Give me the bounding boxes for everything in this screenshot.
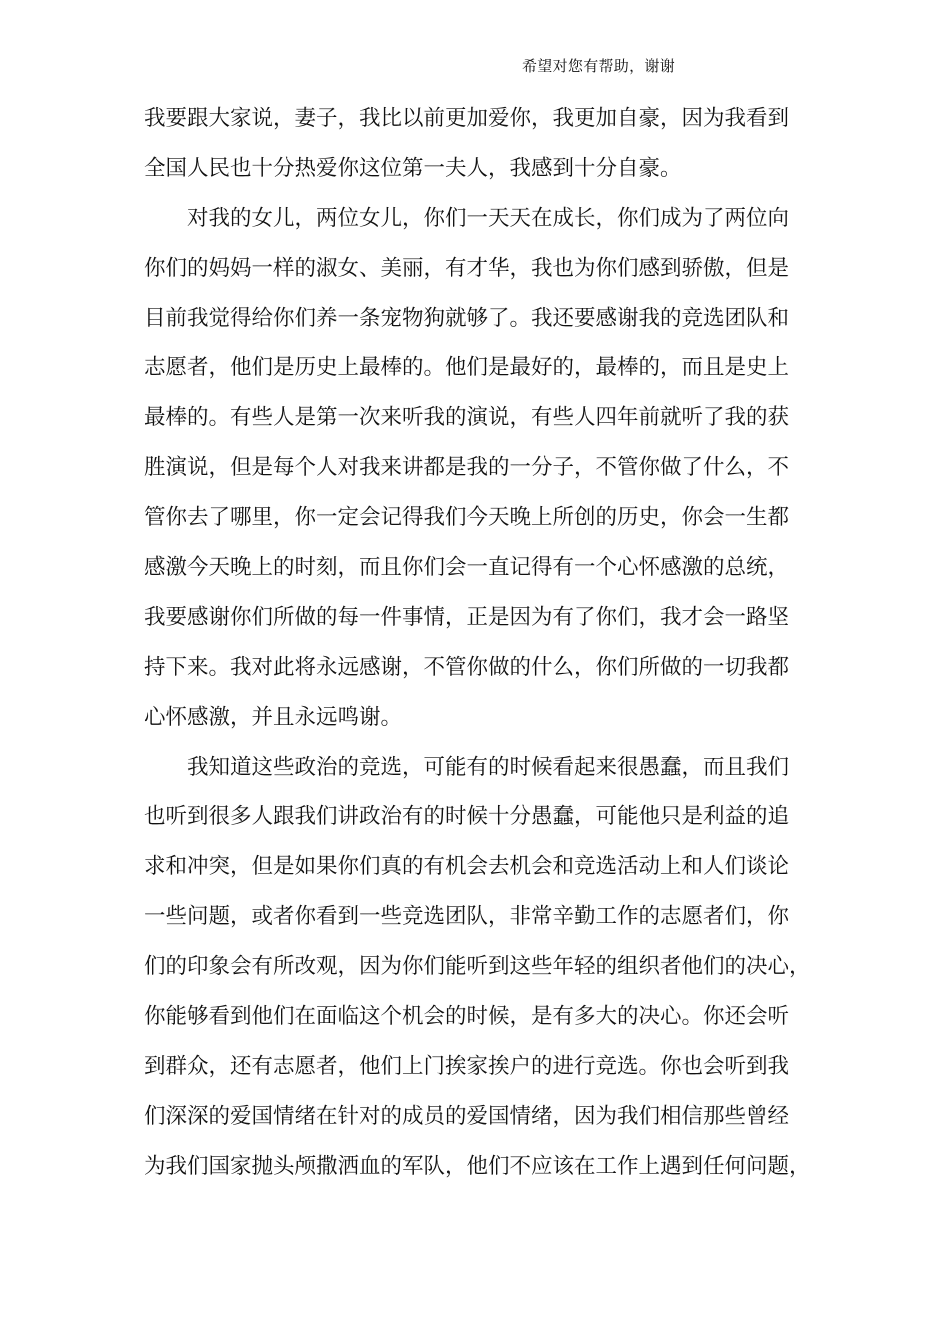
text-line: 管你去了哪里，你一定会记得我们今天晚上所创的历史，你会一生都 — [144, 505, 790, 531]
text-line: 你能够看到他们在面临这个机会的时候，是有多大的决心。你还会听 — [144, 1004, 790, 1030]
text-line: 们的印象会有所改观，因为你们能听到这些年轻的组织者他们的决心， — [144, 954, 811, 980]
paragraph-start-line: 我知道这些政治的竞选，可能有的时候看起来很愚蠢，而且我们 — [187, 754, 790, 780]
text-line: 胜演说，但是每个人对我来讲都是我的一分子，不管你做了什么，不 — [144, 455, 790, 481]
text-line: 为我们国家抛头颅撒洒血的军队，他们不应该在工作上遇到任何问题， — [144, 1153, 811, 1179]
text-line: 全国人民也十分热爱你这位第一夫人，我感到十分自豪。 — [144, 155, 682, 181]
text-line: 到群众，还有志愿者，他们上门挨家挨户的进行竞选。你也会听到我 — [144, 1053, 790, 1079]
body-text — [144, 94, 824, 1192]
text-line: 感激今天晚上的时刻，而且你们会一直记得有一个心怀感激的总统， — [144, 555, 790, 581]
text-line: 目前我觉得给你们养一条宠物狗就够了。我还要感谢我的竞选团队和 — [144, 305, 790, 331]
text-line: 我要感谢你们所做的每一件事情，正是因为有了你们，我才会一路坚 — [144, 604, 790, 630]
text-line: 你们的妈妈一样的淑女、美丽，有才华，我也为你们感到骄傲，但是 — [144, 255, 790, 281]
text-line: 我要跟大家说，妻子，我比以前更加爱你，我更加自豪，因为我看到 — [144, 106, 790, 131]
text-line: 志愿者，他们是历史上最棒的。他们是最好的，最棒的，而且是史上 — [144, 355, 790, 381]
text-line: 们深深的爱国情绪在针对的成员的爱国情绪，因为我们相信那些曾经 — [144, 1103, 790, 1129]
text-line: 也听到很多人跟我们讲政治有的时候十分愚蠢，可能他只是利益的追 — [144, 804, 790, 830]
paragraph-start-line: 对我的女儿，两位女儿，你们一天天在成长，你们成为了两位向 — [187, 205, 790, 231]
text-line: 一些问题，或者你看到一些竞选团队，非常辛勤工作的志愿者们，你 — [144, 904, 790, 930]
text-line: 最棒的。有些人是第一次来听我的演说，有些人四年前就听了我的获 — [144, 405, 790, 431]
text-line: 持下来。我对此将永远感谢，不管你做的什么，你们所做的一切我都 — [144, 654, 790, 680]
text-line: 心怀感激，并且永远鸣谢。 — [144, 704, 403, 730]
text-line: 求和冲突，但是如果你们真的有机会去机会和竞选活动上和人们谈论 — [144, 854, 790, 880]
header-note: 希望对您有帮助，谢谢 — [522, 57, 676, 75]
